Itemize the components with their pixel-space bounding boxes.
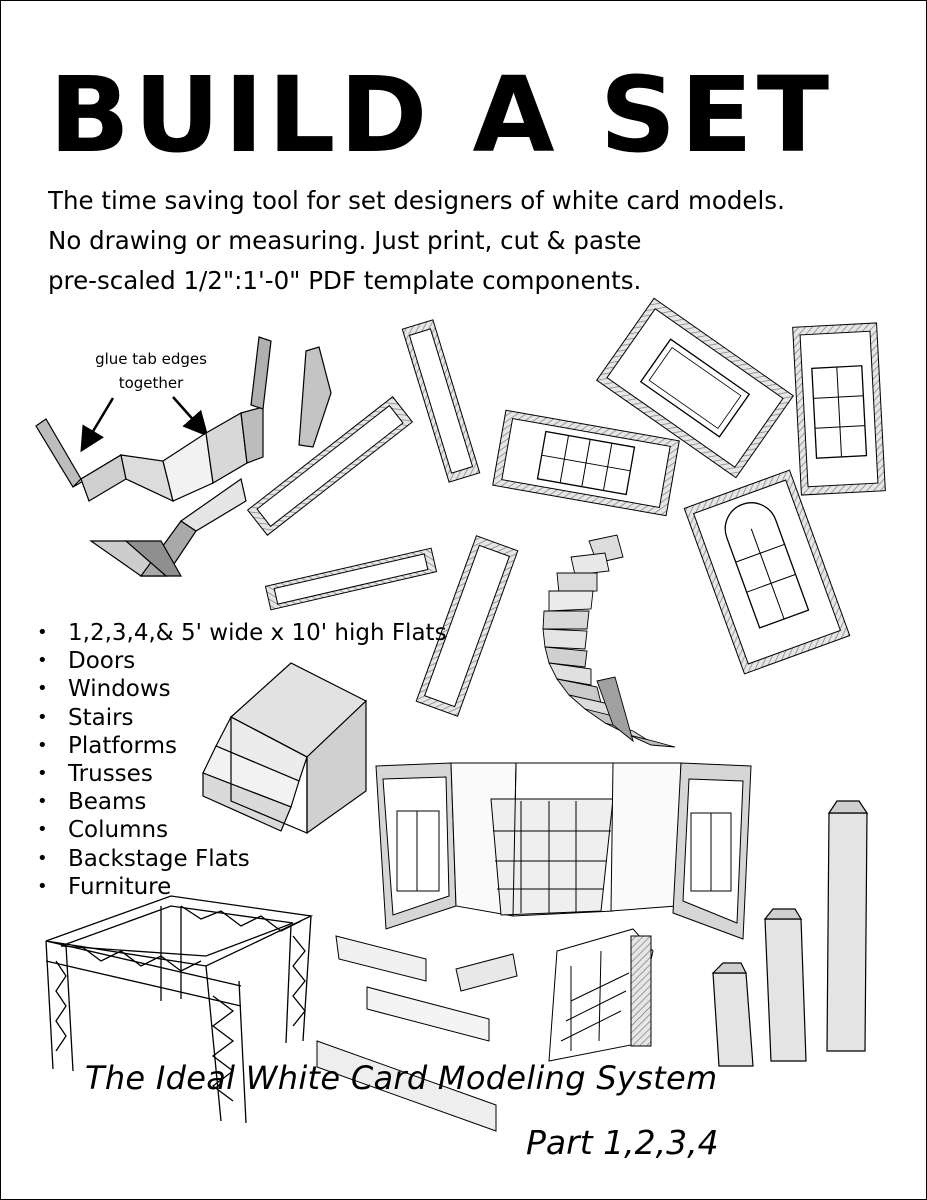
feature-flats: • 1,2,3,4,& 5' wide x 10' high Flats bbox=[37, 619, 447, 647]
arched-door-flat bbox=[684, 470, 849, 674]
feature-beams: • Beams bbox=[37, 788, 447, 816]
tagline-line-1: The time saving tool for set designers of white card models. bbox=[48, 186, 785, 215]
beam-flat-1 bbox=[402, 320, 479, 482]
feature-stairs: • Stairs bbox=[37, 704, 447, 732]
glue-tab-note bbox=[81, 347, 221, 395]
glue-tab-note-line-2: together bbox=[118, 374, 184, 392]
beam-flat-3 bbox=[265, 548, 436, 610]
window-flat-tall bbox=[793, 323, 886, 495]
tagline-line-3: pre-scaled 1/2":1'-0" PDF template components. bbox=[48, 266, 642, 295]
window-flat-wide bbox=[493, 410, 680, 515]
feature-doors: • Doors bbox=[37, 647, 447, 675]
glue-tab-arrows bbox=[83, 397, 205, 448]
glue-tab-note-line-1: glue tab edges bbox=[95, 350, 207, 368]
feature-furniture: • Furniture bbox=[37, 873, 447, 901]
beam-flat-2 bbox=[248, 397, 413, 535]
feature-backstage-flats: • Backstage Flats bbox=[37, 845, 447, 873]
features-list bbox=[37, 619, 447, 901]
main-title: BUILD A SET bbox=[49, 54, 834, 176]
spiral-stair bbox=[543, 535, 675, 747]
subtitle: The Ideal White Card Modeling System bbox=[85, 1059, 718, 1097]
feature-platforms: • Platforms bbox=[37, 732, 447, 760]
loose-beams bbox=[317, 936, 517, 1131]
feature-windows: • Windows bbox=[37, 675, 447, 703]
parts-label: Part 1,2,3,4 bbox=[526, 1123, 719, 1162]
truss-stair bbox=[549, 929, 653, 1061]
feature-columns: • Columns bbox=[37, 816, 447, 844]
feature-trusses: • Trusses bbox=[37, 760, 447, 788]
model-illustrations bbox=[1, 1, 927, 1200]
tagline-line-2: No drawing or measuring. Just print, cut & paste bbox=[48, 226, 642, 255]
